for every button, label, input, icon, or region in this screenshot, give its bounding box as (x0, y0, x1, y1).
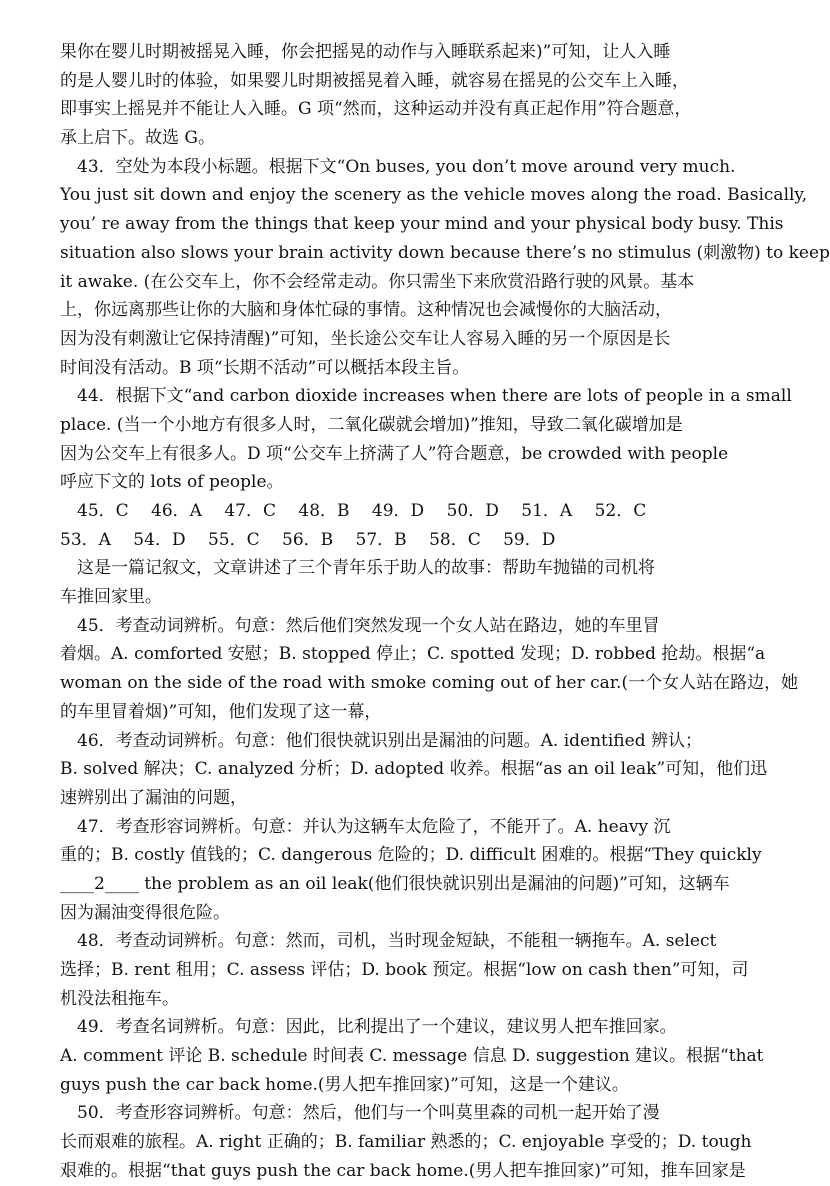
text-line: B. solved 解决；C. analyzed 分析；D. adopted 收养。根据“as an oil leak”可知，他们迅 (60, 759, 768, 780)
answer-row: 53．A 54．D 55．C 56．B 57．B 58．C 59．D (60, 529, 556, 550)
text-line: 49．考查名词辨析。句意：因此，比利提出了一个建议，建议男人把车推回家。 (60, 1017, 677, 1038)
paragraph-block-1 (60, 38, 830, 497)
text-line: woman on the side of the road with smoke coming out of her car.(一个女人站在路边，她 (60, 673, 799, 694)
text-line: guys push the car back home.(男人把车推回家)”可知，这是一个建议。 (60, 1074, 629, 1095)
text-line: 时间没有活动。B 项“长期不活动”可以概括本段主旨。 (60, 357, 470, 378)
text-line: 承上启下。故选 G。 (60, 128, 215, 149)
text-line: 速辨别出了漏油的问题， (60, 787, 247, 808)
answer-row: 45．C 46．A 47．C 48．B 49．D 50．D 51．A 52．C (60, 501, 647, 521)
text-line: 的是人婴儿时的体验，如果婴儿时期被摇晃着入睡，就容易在摇晃的公交车上入睡， (60, 70, 689, 91)
text-line: 这是一篇记叙文，文章讲述了三个青年乐于助人的故事：帮助车抛锚的司机将 (60, 558, 655, 579)
text-line: 43．空处为本段小标题。根据下文“On buses, you don’t move around very much. (60, 156, 736, 177)
text-line: A. comment 评论 B. schedule 时间表 C. message 信息 D. suggestion 建议。根据“that (60, 1046, 764, 1067)
text-line: 艰难的。根据“that guys push the car back home.(男人把车推回家)”可知，推车回家是 (60, 1160, 746, 1181)
text-line: 着烟。A. comforted 安慰；B. stopped 停止；C. spotted 发现；D. robbed 抢劫。根据“a (60, 644, 766, 665)
text-line: 48．考查动词辨析。句意：然而，司机，当时现金短缺，不能租一辆拖车。A. select (60, 931, 717, 952)
text-line: 车推回家里。 (60, 587, 162, 608)
text-line: 因为没有刺激让它保持清醒)”可知，坐长途公交车让人容易入睡的另一个原因是长 (60, 328, 671, 349)
text-line: 机没法租拖车。 (60, 988, 179, 1009)
text-line: 44．根据下文“and carbon dioxide increases when there are lots of people in a small (60, 386, 792, 407)
text-line: you’ re away from the things that keep your mind and your physical body busy. This (60, 214, 784, 235)
text-line: 重的；B. costly 值钱的；C. dangerous 危险的；D. difficult 困难的。根据“They quickly (60, 845, 762, 866)
text-line: 的车里冒着烟)”可知，他们发现了这一幕， (60, 701, 382, 722)
text-line: 果你在婴儿时期被摇晃入睡，你会把摇晃的动作与入睡联系起来)”可知，让人入睡 (60, 42, 671, 62)
text-line: 50．考查形容词辨析。句意：然后，他们与一个叫莫里森的司机一起开始了漫 (60, 1103, 660, 1124)
text-line: 即事实上摇晃并不能让人入睡。G 项“然而，这种运动并没有真正起作用”符合题意， (60, 99, 692, 120)
text-line: 47．考查形容词辨析。句意：并认为这辆车太危险了，不能开了。A. heavy 沉 (60, 816, 671, 837)
text-line: 呼应下文的 lots of people。 (60, 472, 284, 493)
answer-key (60, 497, 744, 554)
text-line: You just sit down and enjoy the scenery as the vehicle moves along the road. Basically, (60, 185, 808, 206)
text-line: 长而艰难的旅程。A. right 正确的；B. familiar 熟悉的；C. enjoyable 享受的；D. tough (60, 1132, 752, 1153)
text-line: situation also slows your brain activity down because there’s no stimulus (刺激物) to keep (60, 242, 830, 263)
text-line: 因为公交车上有很多人。D 项“公交车上挤满了人”符合题意，be crowded with people (60, 443, 729, 464)
text-line: 上，你远离那些让你的大脑和身体忙碌的事情。这种情况也会减慢你的大脑活动， (60, 300, 672, 321)
text-line: place. (当一个小地方有很多人时，二氧化碳就会增加)”推知，导致二氧化碳增加是 (60, 414, 683, 435)
text-line: ____2____ the problem as an oil leak(他们很快就识别出是漏油的问题)”可知，这辆车 (60, 873, 730, 894)
text-line: it awake. (在公交车上，你不会经常走动。你只需坐下来欣赏沿路行驶的风景。基本 (60, 271, 695, 292)
paragraph-block-2 (60, 554, 799, 1185)
text-line: 46．考查动词辨析。句意：他们很快就识别出是漏油的问题。A. identified 辨认； (60, 730, 702, 751)
text-line: 45．考查动词辨析。句意：然后他们突然发现一个女人站在路边，她的车里冒 (60, 615, 660, 636)
text-line: 选择；B. rent 租用；C. assess 评估；D. book 预定。根据“low on cash then”可知，司 (60, 960, 749, 980)
text-line: 因为漏油变得很危险。 (60, 902, 230, 923)
